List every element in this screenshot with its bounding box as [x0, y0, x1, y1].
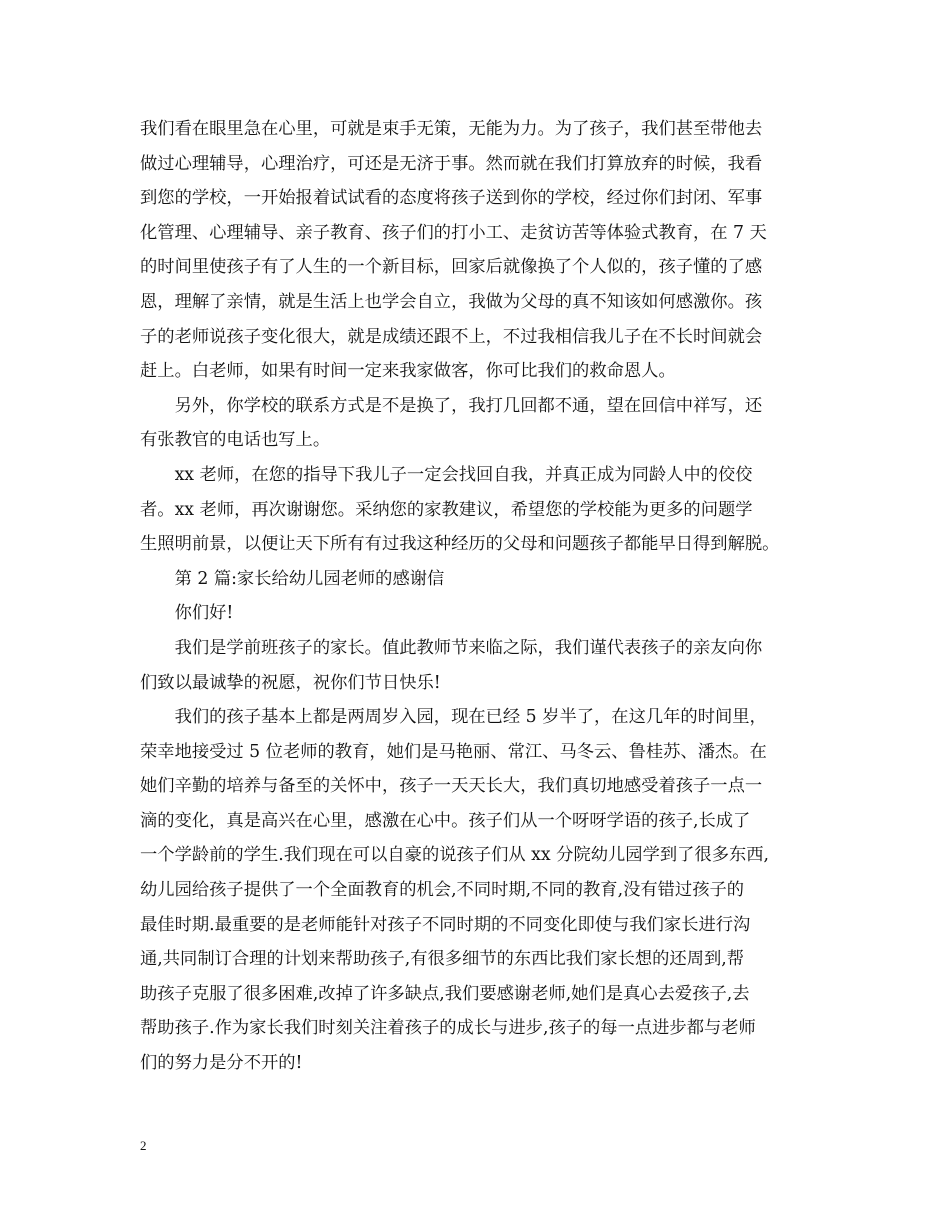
text-line: 我们是学前班孩子的家长。值此教师节来临之际，我们谨代表孩子的亲友向你: [140, 637, 763, 658]
text-line: 助孩子克服了很多困难,改掉了许多缺点,我们要感谢老师,她们是真心去爱孩子,去: [140, 983, 750, 1004]
text-line: 化管理、心理辅导、亲子教育、孩子们的打小工、走贫访苦等体验式教育，在 7 天: [140, 222, 767, 243]
text-line: 们的努力是分不开的!: [140, 1053, 303, 1074]
text-line: 我们的孩子基本上都是两周岁入园，现在已经 5 岁半了，在这几年的时间里，: [140, 707, 767, 728]
text-line: xx 老师，在您的指导下我儿子一定会找回自我，并真正成为同龄人中的佼佼: [140, 464, 753, 485]
text-line: 她们辛勤的培养与备至的关怀中，孩子一天天长大，我们真切地感受着孩子一点一: [140, 776, 763, 797]
text-line: 子的老师说孩子变化很大，就是成绩还跟不上，不过我相信我儿子在不长时间就会: [140, 326, 763, 347]
text-line: 你们好!: [140, 603, 234, 624]
text-line: 生照明前景，以便让天下所有有过我这种经历的父母和问题孩子都能早日得到解脱。: [140, 534, 780, 555]
body-text: [140, 112, 820, 1081]
text-line: 恩，理解了亲情，就是生活上也学会自立，我做为父母的真不知该如何感激你。孩: [140, 291, 763, 312]
text-line: 第 2 篇:家长给幼儿园老师的感谢信: [140, 568, 445, 589]
text-line: 通,共同制订合理的计划来帮助孩子,有很多细节的东西比我们家长想的还周到,帮: [140, 949, 745, 970]
text-line: 做过心理辅导，心理治疗，可还是无济于事。然而就在我们打算放弃的时候，我看: [140, 153, 763, 174]
text-line: 一个学龄前的学生.我们现在可以自豪的说孩子们从 xx 分院幼儿园学到了很多东西,: [140, 845, 770, 866]
text-line: 另外，你学校的联系方式是不是换了，我打几回都不通，望在回信中祥写，还: [140, 395, 763, 416]
text-line: 最佳时期.最重要的是老师能针对孩子不同时期的不同变化即使与我们家长进行沟: [140, 914, 751, 935]
text-line: 者。xx 老师，再次谢谢您。采纳您的家教建议，希望您的学校能为更多的问题学: [140, 499, 753, 520]
text-line: 们致以最诚挚的祝愿，祝你们节日快乐!: [140, 672, 441, 693]
text-line: 我们看在眼里急在心里，可就是束手无策，无能为力。为了孩子，我们甚至带他去: [140, 119, 763, 139]
text-line: 荣幸地接受过 5 位老师的教育，她们是马艳丽、常江、马冬云、鲁桂苏、潘杰。在: [140, 741, 767, 762]
text-line: 有张教官的电话也写上。: [140, 430, 331, 451]
text-line: 滴的变化，真是高兴在心里，感激在心中。孩子们从一个呀呀学语的孩子,长成了: [140, 810, 751, 831]
text-line: 赶上。白老师，如果有时间一定来我家做客，你可比我们的救命恩人。: [140, 361, 676, 382]
text-line: 到您的学校，一开始报着试试看的态度将孩子送到你的学校，经过你们封闭、军事: [140, 188, 763, 209]
text-line: 帮助孩子.作为家长我们时刻关注着孩子的成长与进步,孩子的每一点进步都与老师: [140, 1018, 756, 1039]
text-line: 的时间里使孩子有了人生的一个新目标，回家后就像换了个人似的，孩子懂的了感: [140, 257, 763, 278]
page-number: 2: [140, 1138, 147, 1153]
text-line: 幼儿园给孩子提供了一个全面教育的机会,不同时期,不同的教育,没有错过孩子的: [140, 880, 745, 901]
